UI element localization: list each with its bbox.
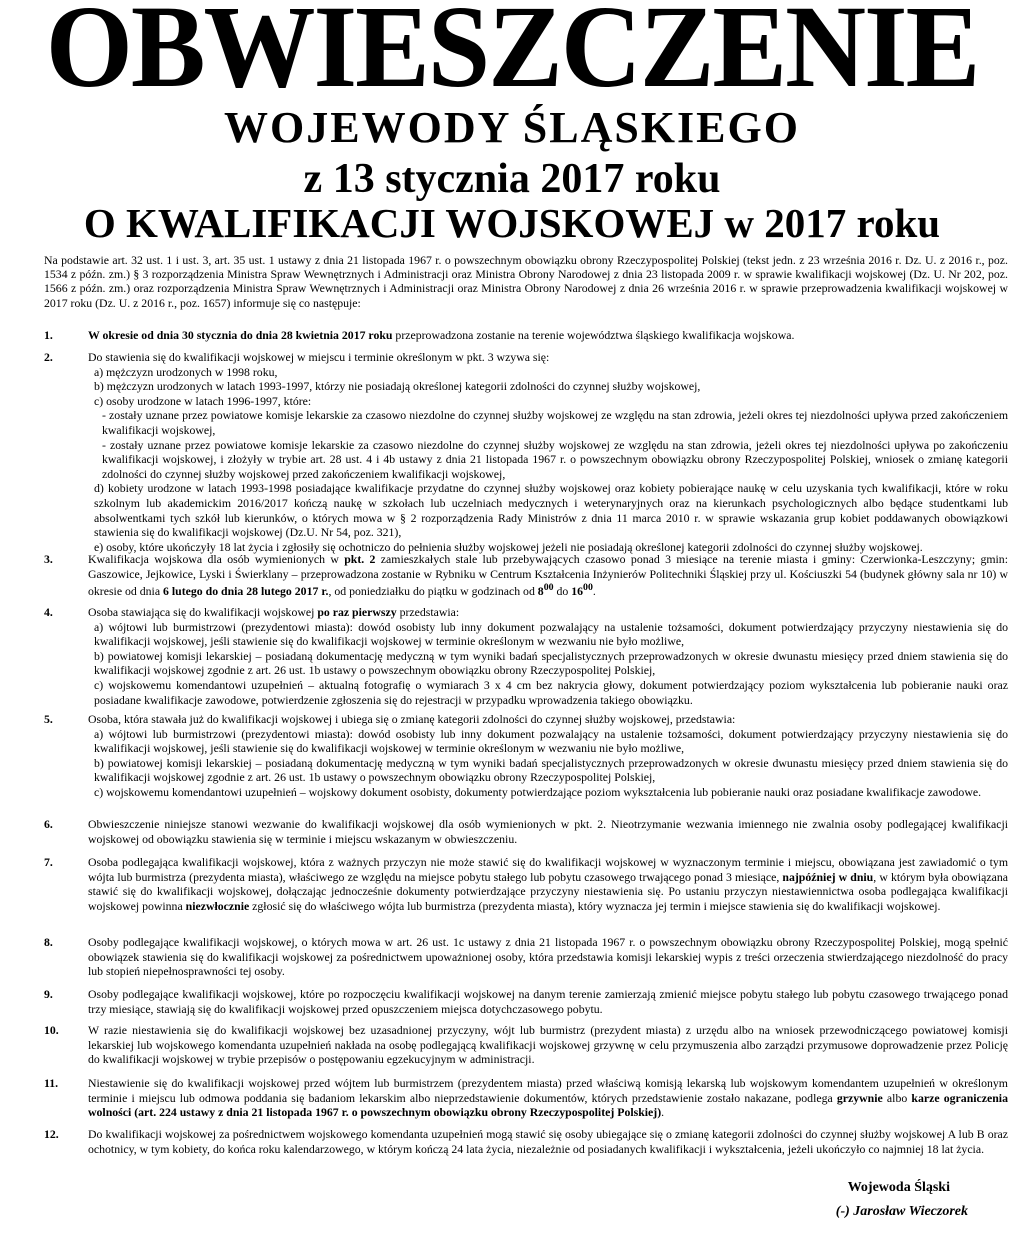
- subitem-a: a) mężczyzn urodzonych w 1998 roku,: [94, 364, 278, 379]
- item-body: Osoby podlegające kwalifikacji wojskowej, o których mowa w art. 26 ust. 1c ustawy z dnia 21 listopada 1967 r. o powszechnym obowiązku obrony Rzeczypospolitej Polskiej, mogą spełnić obowiązek stawienia się do kwalifikacji wojskowej za pośrednictwem upoważnionej osoby, która przedstawia komisji lekarskiej wypis z treści orzeczenia stwierdzającego niezdolność do pracy lub stopień niepełnosprawności tej osoby.: [88, 935, 1008, 979]
- signature-name: (-) Jarosław Wieczorek: [835, 1204, 968, 1219]
- item-bold-text: karze ograniczenia wolności (art. 224 ustawy z dnia 21 listopada 1967 r. o powszechnym obowiązku obrony Rzeczypospolitej Polskiej): [88, 1090, 1008, 1120]
- time-to: 16: [571, 584, 584, 599]
- item-bold-text: grzywnie: [836, 1090, 883, 1105]
- subitem-e: e) osoby, które ukończyły 18 lat życia i zgłosiły się ochotniczo do pełnienia służby wojskowej jeżeli nie posiadają określonej kategorii zdolności do czynnej służby wojskowej.: [94, 539, 923, 554]
- item-text: .: [661, 1105, 665, 1120]
- item-8: [44, 935, 1008, 979]
- item-body: [88, 855, 1008, 913]
- item-body: [88, 552, 1008, 599]
- item-9: [44, 987, 1008, 1016]
- subitem-c-dash-2: - zostały uznane przez powiatowe komisje lekarskie za czasowo niezdolne do czynnej służby wojskowej ze względu na stan zdrowia, jeżeli okres tej niezdolności upływa po zakończeniu kwalifikacji wojskowej, i złożyły w trybie art. 28 ust. 4 i 4b ustawy z dnia 21 listopada 1967 r. o powszechnym obowiązku obrony Rzeczypospolitej Polskiej, wniosek o zmianę kategorii zdolności do czynnej służby wojskowej przed zakończeniem kwalifikacji wojskowej,: [102, 437, 1008, 481]
- item-intro: Osoba, która stawała już do kwalifikacji wojskowej i ubiega się o zmianę kategorii zdolności do czynnej służby wojskowej, przedstawia:: [88, 712, 736, 726]
- item-number: 1.: [44, 328, 53, 342]
- item-text: Osoba stawiająca się do kwalifikacji wojskowej: [88, 605, 318, 619]
- item-5: [44, 712, 1008, 800]
- date-heading: z 13 stycznia 2017 roku: [303, 156, 721, 202]
- item-text: albo: [882, 1090, 912, 1105]
- item-text: , w którym była obowiązana stawić się do kwalifikacji wojskowej, dołączając jednocześnie dokumenty potwierdzające przyczyny niestawienia się. Po ustaniu przyczyn niestawiennictwa osoba podlegająca kwalifikacji wojskowej powinna: [88, 869, 1008, 913]
- item-body: Do kwalifikacji wojskowej za pośrednictwem wojskowego komendanta uzupełnień mogą stawić się osoby ubiegające się o zmianę kategorii zdolności do czynnej służby wojskowej A lub B oraz ochotnicy, w tym kobiety, do końca roku kalendarzowego, w którym kończą 24 lata życia, niezależnie od posiadanych kwalifikacji i wykształcenia, jeżeli ukończyło co najmniej 18 lat życia.: [88, 1127, 1008, 1156]
- item-body: Osoby podlegające kwalifikacji wojskowej, które po rozpoczęciu kwalifikacji wojskowej na danym terenie zamierzają zmienić miejsce pobytu stałego lub pobytu czasowego trwającego ponad trzy miesiące, stawiają się do kwalifikacji wojskowej przed opuszczeniem miejsca dotychczasowego pobytu.: [88, 987, 1008, 1016]
- item-bold-text: niezwłocznie: [185, 898, 250, 913]
- item-number: 11.: [44, 1076, 59, 1090]
- subitem-b: b) powiatowej komisji lekarskiej – posiadaną dokumentację medyczną w tym wyniki badań specjalistycznych przeprowadzonych w okresie dwunastu miesięcy przed dniem stawienia się do kwalifikacji wojskowej zgodnie z art. 26 ust. 1b ustawy o powszechnym obowiązku obrony Rzeczypospolitej Polskiej,: [94, 648, 1008, 678]
- item-number: 3.: [44, 552, 53, 566]
- time-to-minutes: 00: [583, 582, 593, 594]
- item-text: Kwalifikacja wojskowa dla osób wymienionych w: [88, 552, 345, 566]
- item-number: 2.: [44, 350, 53, 364]
- subject-heading: O KWALIFIKACJI WOJSKOWEJ w 2017 roku: [83, 200, 941, 246]
- subitem-a: a) wójtowi lub burmistrzowi (prezydentowi miasta): dowód osobisty lub inny dokument pozwalający na ustalenie tożsamości, dokument potwierdzający przyczyny niestawienia się do kwalifikacji wojskowej, jeśli stawienie się do kwalifikacji wojskowej w terminie określonym w wezwaniu nie było możliwe,: [94, 619, 1008, 649]
- item-body: [88, 350, 1008, 554]
- signature-role: Wojewoda Śląski: [847, 1180, 950, 1195]
- item-number: 8.: [44, 935, 53, 949]
- subitem-b: b) mężczyzn urodzonych w latach 1993-1997, którzy nie posiadają określonej kategorii zdolności do czynnej służby wojskowej,: [94, 379, 701, 394]
- item-11: [44, 1076, 1008, 1120]
- item-text: Osoba podlegająca kwalifikacji wojskowej, która z ważnych przyczyn nie może stawić się do kwalifikacji wojskowej w wyznaczonym terminie i miejscu, obowiązana jest zawiadomić o tym wójta lub burmistrza (prezydenta miasta), właściwego ze względu na miejsce pobytu stałego lub pobytu czasowego trwającego ponad 3 miesiące,: [88, 855, 1008, 884]
- item-body: [88, 605, 1008, 707]
- item-text: zamieszkałych stale lub przebywających czasowo ponad 3 miesiące na terenie miasta i gminy: Czerwionka-Leszczyny; gmin: Gaszowice, Jejkowice, Lyski i Świerklany – przeprowadzona zostanie w Rybniku w Centrum Kształcenia Inżynierów Politechniki Śląskiej przy ul. Kościuszki 54 (budynek główny sala nr 10) w okresie od dnia: [88, 552, 1008, 599]
- time-from-minutes: 00: [543, 582, 554, 594]
- item-2: [44, 350, 1008, 554]
- item-number: 9.: [44, 987, 53, 1001]
- item-body: Obwieszczenie niniejsze stanowi wezwanie do kwalifikacji wojskowej dla osób wymienionych w pkt. 2. Nieotrzymanie wezwania imiennego nie zwalnia osoby podlegającej kwalifikacji wojskowej od obowiązku stawienia się w terminie i miejscu wskazanym w obwieszczeniu.: [88, 817, 1008, 846]
- item-3: [44, 552, 1008, 599]
- issuer-heading: WOJEWODY ŚLĄSKIEGO: [224, 103, 800, 152]
- legal-basis-preamble: Na podstawie art. 32 ust. 1 i ust. 3, art. 35 ust. 1 ustawy z dnia 21 listopada 1967 r. o powszechnym obowiązku obrony Rzeczypospolitej Polskiej (tekst jedn. z 23 września 2016 r. Dz. U. z 2016 r., poz. 1534 z późn. zm.) § 3 rozporządzenia Ministra Spraw Wewnętrznych i Administracji oraz Ministra Obrony Narodowej z dnia 23 listopada 2009 r. w sprawie kwalifikacji wojskowej (Dz. U. Nr 202, poz. 1566 z późn. zm.) oraz rozporządzenia Ministra Spraw Wewnętrznych i Administracji oraz Ministra Obrony Narodowej z dnia 26 września 2016 r. w sprawie przeprowadzenia kwalifikacji wojskowej w 2017 roku (Dz. U. z 2016 r., poz. 1657) informuje się co następuje:: [44, 253, 1008, 310]
- item-text: przedstawia:: [396, 605, 460, 619]
- time-from: 8: [537, 584, 544, 599]
- item-bold-text: 6 lutego do dnia 28 lutego 2017 r.: [163, 584, 329, 599]
- item-number: 10.: [44, 1023, 59, 1037]
- item-text: , od poniedziałku do piątku w godzinach od: [328, 584, 538, 599]
- subitem-b: b) powiatowej komisji lekarskiej – posiadaną dokumentację medyczną w tym wyniki badań specjalistycznych przeprowadzonych w okresie dwunastu miesięcy przed dniem stawienia się do kwalifikacji wojskowej zgodnie z art. 26 ust. 1b ustawy o powszechnym obowiązku obrony Rzeczypospolitej Polskiej,: [94, 755, 1008, 785]
- item-number: 6.: [44, 817, 53, 831]
- subitem-c: c) wojskowemu komendantowi uzupełnień – wojskowy dokument osobisty, dokumenty potwierdzające poziom wykształcenia lub pobieranie nauki oraz posiadane kwalifikacje zawodowe.: [94, 784, 982, 799]
- item-body: [88, 1076, 1008, 1120]
- item-text: .: [592, 584, 596, 599]
- subitem-a: a) wójtowi lub burmistrzowi (prezydentowi miasta): dowód osobisty lub inny dokument pozwalający na ustalenie tożsamości, dokument potwierdzający przyczyny niestawienia się do kwalifikacji wojskowej, jeśli stawienie się do kwalifikacji wojskowej w terminie określonym w wezwaniu nie było możliwe,: [94, 726, 1008, 756]
- item-intro: [88, 605, 1008, 620]
- item-body: [88, 328, 1008, 343]
- item-7: [44, 855, 1008, 913]
- item-10: [44, 1023, 1008, 1067]
- item-number: 5.: [44, 712, 53, 726]
- document-title: OBWIESZCZENIE: [45, 0, 979, 113]
- item-number: 4.: [44, 605, 53, 619]
- item-text: do: [553, 584, 572, 599]
- item-text: przeprowadzona zostanie na terenie województwa śląskiego kwalifikacja wojskowa.: [392, 328, 795, 342]
- item-text: Niestawienie się do kwalifikacji wojskowej przed wójtem lub burmistrzem (prezydentem miasta) przed właściwą komisją lekarską lub wojskowym komendantem uzupełnień w określonym terminie i miejscu lub odmowa poddania się badaniom lekarskim albo nieprzedstawienie dokumentów, których przedstawienie zostało nakazane, podlega: [88, 1076, 1008, 1105]
- subitem-c: c) osoby urodzone w latach 1996-1997, które:: [94, 393, 312, 408]
- item-4: [44, 605, 1008, 707]
- item-12: [44, 1127, 1008, 1156]
- item-6: [44, 817, 1008, 846]
- subitem-d: d) kobiety urodzone w latach 1993-1998 posiadające kwalifikacje przydatne do czynnej służby wojskowej oraz kobiety pobierające naukę w celu uzyskania tych kwalifikacji, które w roku szkolnym lub akademickim 2016/2017 kończą naukę w szkołach lub uczelniach medycznych i weterynaryjnych oraz na kierunkach psychologicznych albo będące studentkami lub absolwentkami tych szkół lub kierunków, o których mowa w § 2 rozporządzenia Rady Ministrów z dnia 11 marca 2010 r. w sprawie wskazania grup kobiet poddawanych obowiązkowi stawienia się do kwalifikacji wojskowej (Dz.U. Nr 54, poz. 321),: [94, 481, 1008, 540]
- item-bold-text: po raz pierwszy: [317, 605, 397, 619]
- item-bold-text: najpóźniej w dniu: [782, 869, 874, 884]
- item-body: W razie niestawienia się do kwalifikacji wojskowej bez uzasadnionej przyczyny, wójt lub burmistrz (prezydent miasta) z urzędu albo na wniosek przewodniczącego powiatowej komisji lekarskiej lub wojskowego komendanta uzupełnień nakłada na osobę podlegającą kwalifikacji wojskowej grzywnę w celu przymuszenia albo zarządzi przymusowe doprowadzenie przez Policję do kwalifikacji wojskowej w trybie przepisów o postępowaniu egzekucyjnym w administracji.: [88, 1023, 1008, 1067]
- subitem-c: c) wojskowemu komendantowi uzupełnień – aktualną fotografię o wymiarach 3 x 4 cm bez nakrycia głowy, dokument potwierdzający poziom wykształcenia lub pobieranie nauki oraz posiadane kwalifikacje zawodowe, potwierdzenie zgłoszenia się do rejestracji w przypadku wprowadzenia takiego obowiązku.: [94, 677, 1008, 707]
- item-text: zgłosić się do właściwego wójta lub burmistrza (prezydenta miasta), który wyznacza jej termin i miejsce stawienia się do kwalifikacji wojskowej.: [249, 898, 941, 913]
- item-number: 7.: [44, 855, 53, 869]
- item-bold-text: W okresie od dnia 30 stycznia do dnia 28 kwietnia 2017 roku: [88, 328, 393, 342]
- item-number: 12.: [44, 1127, 59, 1141]
- item-body: [88, 712, 1008, 800]
- item-1: [44, 328, 1008, 343]
- item-bold-text: pkt. 2: [344, 552, 376, 566]
- subitem-c-dash-1: - zostały uznane przez powiatowe komisje lekarskie za czasowo niezdolne do czynnej służby wojskowej ze względu na stan zdrowia, jeżeli okres tej niezdolności upływa przed zakończeniem kwalifikacji wojskowej,: [102, 408, 1008, 437]
- item-intro: Do stawienia się do kwalifikacji wojskowej w miejscu i terminie określonym w pkt. 3 wzywa się:: [88, 350, 550, 364]
